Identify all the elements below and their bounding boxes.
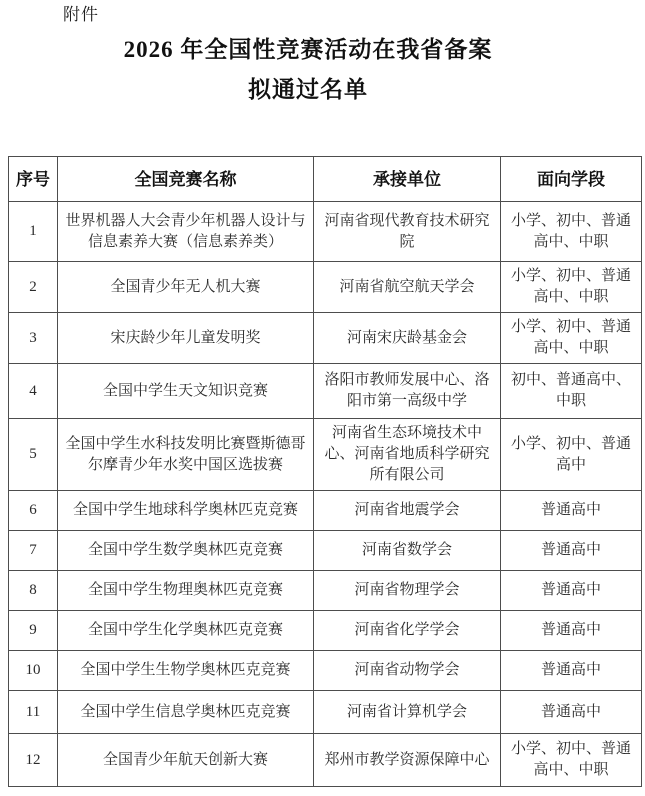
host-unit-cell: 河南省生态环境技术中心、河南省地质科学研究所有限公司 <box>314 419 501 491</box>
table-row <box>9 313 642 364</box>
host-unit-cell: 河南省化学学会 <box>314 611 501 651</box>
table-row <box>9 262 642 313</box>
host-unit-cell: 河南宋庆龄基金会 <box>314 313 501 364</box>
table-row <box>9 651 642 691</box>
host-unit-cell: 郑州市教学资源保障中心 <box>314 734 501 787</box>
host-unit-cell: 河南省物理学会 <box>314 571 501 611</box>
competition-name-cell: 全国中学生信息学奥林匹克竞赛 <box>58 691 314 734</box>
table-row <box>9 531 642 571</box>
attachment-label: 附件 <box>63 5 99 24</box>
school-stage-cell: 普通高中 <box>501 531 642 571</box>
document-title-line-1: 2026 年全国性竞赛活动在我省备案 <box>123 37 493 62</box>
school-stage-cell: 普通高中 <box>501 491 642 531</box>
document-title-line-2: 拟通过名单 <box>248 77 368 102</box>
host-unit-cell: 河南省动物学会 <box>314 651 501 691</box>
host-unit-cell: 河南省航空航天学会 <box>314 262 501 313</box>
row-no-cell: 7 <box>9 531 58 571</box>
document-title <box>0 30 616 110</box>
table-row <box>9 202 642 262</box>
table-header-row <box>9 157 642 202</box>
row-no-cell: 6 <box>9 491 58 531</box>
row-no-cell: 10 <box>9 651 58 691</box>
school-stage-cell: 小学、初中、普通高中、中职 <box>501 262 642 313</box>
row-no-cell: 9 <box>9 611 58 651</box>
competition-name-cell: 宋庆龄少年儿童发明奖 <box>58 313 314 364</box>
host-unit-cell: 河南省数学会 <box>314 531 501 571</box>
header-school-stage: 面向学段 <box>501 157 642 202</box>
table-row <box>9 734 642 787</box>
school-stage-cell: 小学、初中、普通高中、中职 <box>501 313 642 364</box>
host-unit-cell: 河南省地震学会 <box>314 491 501 531</box>
header-host-unit: 承接单位 <box>314 157 501 202</box>
table-row <box>9 419 642 491</box>
row-no-cell: 2 <box>9 262 58 313</box>
school-stage-cell: 普通高中 <box>501 611 642 651</box>
row-no-cell: 12 <box>9 734 58 787</box>
school-stage-cell: 普通高中 <box>501 651 642 691</box>
school-stage-cell: 小学、初中、普通高中、中职 <box>501 202 642 262</box>
school-stage-cell: 小学、初中、普通高中、中职 <box>501 734 642 787</box>
competition-name-cell: 全国中学生水科技发明比赛暨斯德哥尔摩青少年水奖中国区选拔赛 <box>58 419 314 491</box>
row-no-cell: 4 <box>9 364 58 419</box>
row-no-cell: 5 <box>9 419 58 491</box>
competition-name-cell: 全国中学生数学奥林匹克竞赛 <box>58 531 314 571</box>
school-stage-cell: 普通高中 <box>501 691 642 734</box>
row-no-cell: 3 <box>9 313 58 364</box>
table-row <box>9 491 642 531</box>
host-unit-cell: 河南省计算机学会 <box>314 691 501 734</box>
school-stage-cell: 初中、普通高中、中职 <box>501 364 642 419</box>
header-competition-name: 全国竞赛名称 <box>58 157 314 202</box>
school-stage-cell: 普通高中 <box>501 571 642 611</box>
competition-name-cell: 全国青少年航天创新大赛 <box>58 734 314 787</box>
host-unit-cell: 洛阳市教师发展中心、洛阳市第一高级中学 <box>314 364 501 419</box>
competition-name-cell: 世界机器人大会青少年机器人设计与信息素养大赛（信息素养类） <box>58 202 314 262</box>
table-row <box>9 611 642 651</box>
row-no-cell: 1 <box>9 202 58 262</box>
competition-name-cell: 全国中学生地球科学奥林匹克竞赛 <box>58 491 314 531</box>
competition-name-cell: 全国中学生生物学奥林匹克竞赛 <box>58 651 314 691</box>
table-row <box>9 571 642 611</box>
table-row <box>9 364 642 419</box>
competition-roster-table <box>8 156 642 787</box>
table-row <box>9 691 642 734</box>
school-stage-cell: 小学、初中、普通高中 <box>501 419 642 491</box>
header-serial-number: 序号 <box>9 157 58 202</box>
competition-name-cell: 全国中学生物理奥林匹克竞赛 <box>58 571 314 611</box>
competition-name-cell: 全国青少年无人机大赛 <box>58 262 314 313</box>
competition-name-cell: 全国中学生化学奥林匹克竞赛 <box>58 611 314 651</box>
row-no-cell: 8 <box>9 571 58 611</box>
competition-name-cell: 全国中学生天文知识竞赛 <box>58 364 314 419</box>
row-no-cell: 11 <box>9 691 58 734</box>
host-unit-cell: 河南省现代教育技术研究院 <box>314 202 501 262</box>
